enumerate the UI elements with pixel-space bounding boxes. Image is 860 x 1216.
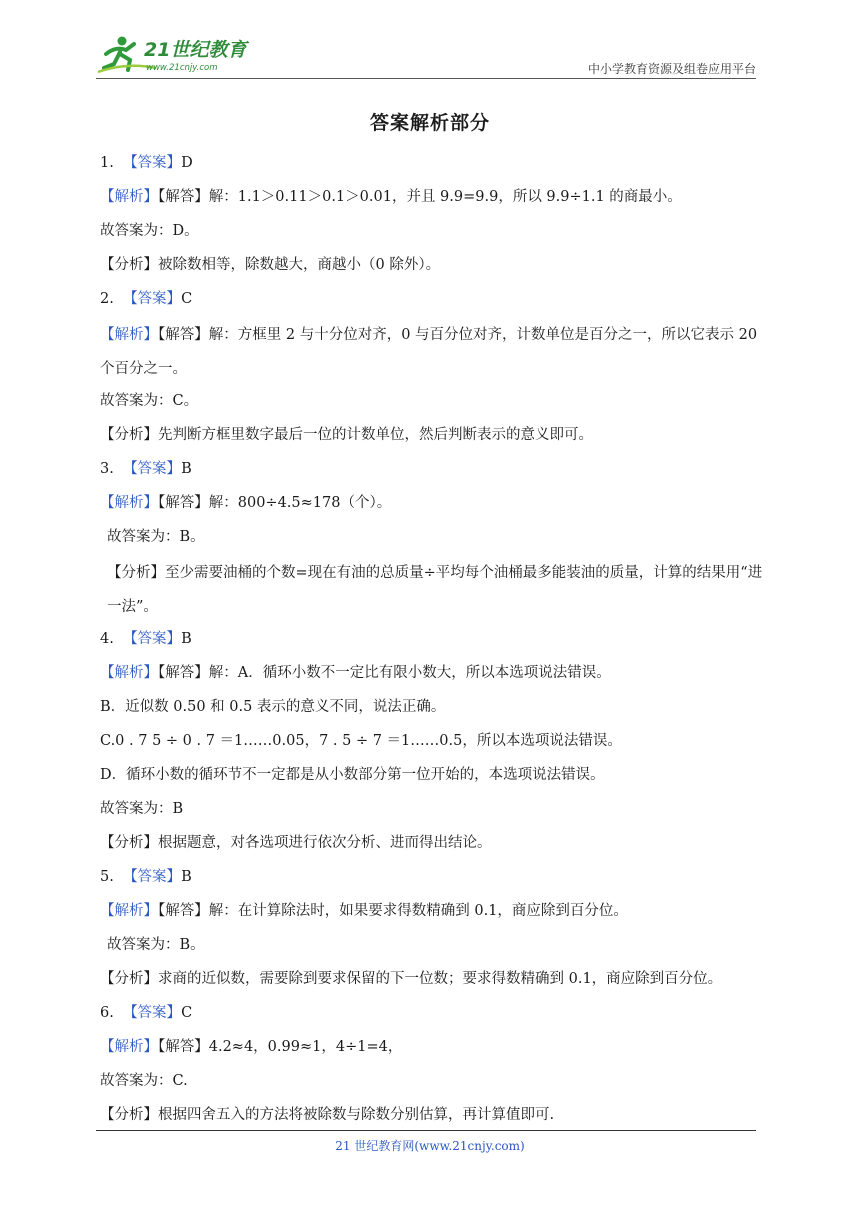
- svg-text:21世纪教育: 21世纪教育: [144, 39, 247, 61]
- q3-final: 故答案为：B。: [107, 529, 205, 545]
- answer-content: [100, 148, 766, 1134]
- q3-analysis-line: 【解析】【解答】解：800÷4.5≈178（个）。: [100, 495, 392, 511]
- q4-option-c: C.0 . 7 5 ÷ 0 . 7 ＝1……0.05，7 . 5 ÷ 7 ＝1……0.5，所以本选项说法错误。: [100, 733, 622, 749]
- q5-final: 故答案为：B。: [107, 937, 205, 953]
- q4-final: 故答案为：B: [100, 801, 184, 817]
- q2-final: 故答案为：C。: [100, 393, 199, 409]
- q2-fenxi: 【分析】先判断方框里数字最后一位的计数单位，然后判断表示的意义即可。: [100, 427, 593, 443]
- q2-analysis-line: 【解析】【解答】解：方框里 2 与十分位对齐，0 与百分位对齐，计数单位是百分之一，所以它表示 20 个百分之一。: [100, 327, 758, 377]
- q3-answer-line: 3. 【答案】B: [100, 461, 192, 477]
- q1-final: 故答案为：D。: [100, 223, 199, 239]
- q4-option-d: D．循环小数的循环节不一定都是从小数部分第一位开始的，本选项说法错误。: [100, 767, 605, 783]
- page-header: [96, 28, 756, 78]
- q1-fenxi: 【分析】被除数相等，除数越大，商越小（0 除外）。: [100, 257, 441, 273]
- q4-analysis-line: 【解析】【解答】解：A．循环小数不一定比有限小数大，所以本选项说法错误。: [100, 665, 611, 681]
- q4-answer-line: 4. 【答案】B: [100, 631, 192, 647]
- footer-divider: [96, 1130, 756, 1131]
- q4-option-b: B．近似数 0.50 和 0.5 表示的意义不同，说法正确。: [100, 699, 446, 715]
- q3-fenxi: 【分析】至少需要油桶的个数=现在有油的总质量÷平均每个油桶最多能装油的质量，计算的结果用“进一法”。: [107, 565, 763, 615]
- q2-answer-line: 2. 【答案】C: [100, 291, 193, 307]
- q4-fenxi: 【分析】根据题意，对各选项进行依次分析、进而得出结论。: [100, 835, 492, 851]
- q6-analysis-line: 【解析】【解答】4.2≈4，0.99≈1，4÷1=4，: [100, 1039, 403, 1055]
- svg-text:www.21cnjy.com: www.21cnjy.com: [146, 63, 218, 73]
- q1-analysis-line: 【解析】【解答】解：1.1＞0.11＞0.1＞0.01，并且 9.9=9.9，所以 9.9÷1.1 的商最小。: [100, 189, 682, 205]
- platform-name: 中小学教育资源及组卷应用平台: [587, 62, 756, 76]
- q5-fenxi: 【分析】求商的近似数，需要除到要求保留的下一位数；要求得数精确到 0.1，商应除到百分位。: [100, 971, 723, 987]
- page-title: 答案解析部分: [369, 112, 490, 134]
- footer-link[interactable]: 21 世纪教育网(www.21cnjy.com): [335, 1139, 525, 1153]
- header-divider: [96, 78, 756, 79]
- q6-fenxi: 【分析】根据四舍五入的方法将被除数与除数分别估算，再计算值即可.: [100, 1107, 555, 1123]
- q5-answer-line: 5. 【答案】B: [100, 869, 192, 885]
- q5-analysis-line: 【解析】【解答】解：在计算除法时，如果要求得数精确到 0.1，商应除到百分位。: [100, 903, 628, 919]
- q1-answer-line: 1. 【答案】D: [100, 155, 193, 171]
- site-logo: [96, 32, 266, 76]
- q6-final: 故答案为：C.: [100, 1073, 188, 1089]
- q6-answer-line: 6. 【答案】C: [100, 1005, 193, 1021]
